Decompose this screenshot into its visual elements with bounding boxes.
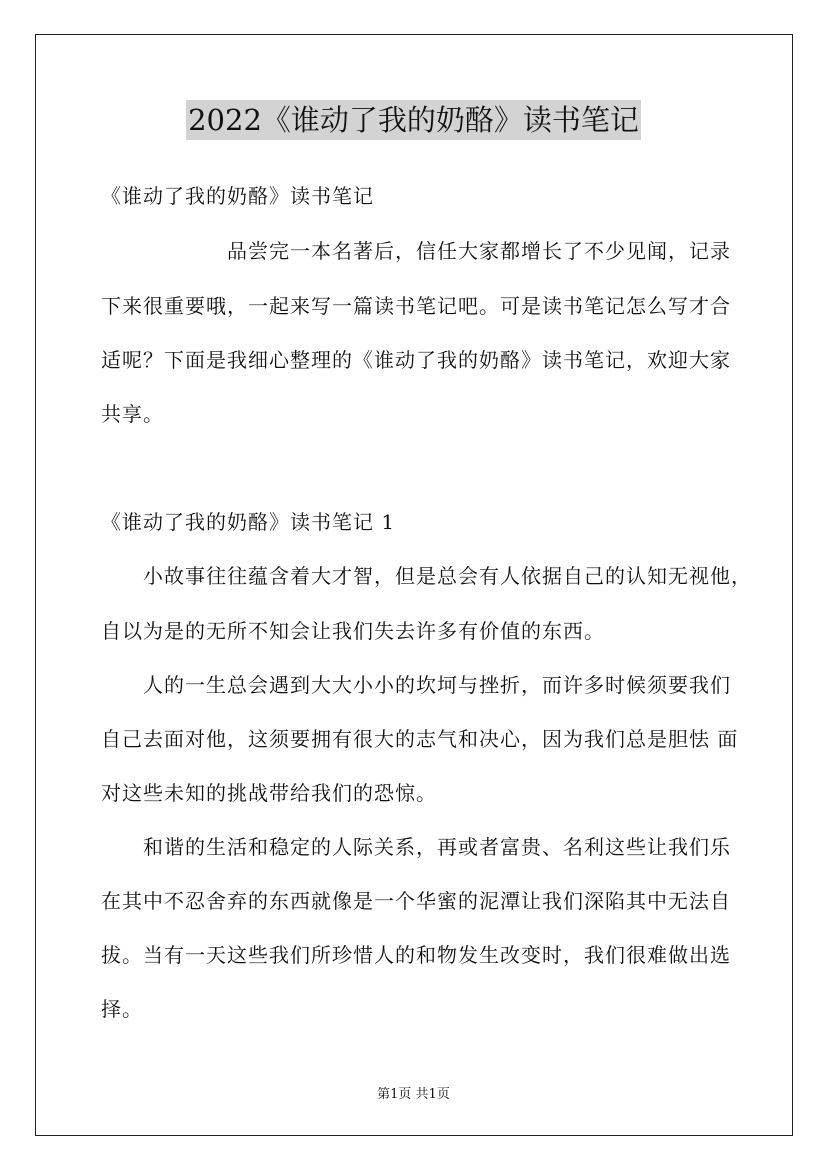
body-line-7: 在其中不忍舍弃的东西就像是一个华蜜的泥潭让我们深陷其中无法自 (101, 889, 731, 913)
intro-line-2: 下来很重要哦，一起来写一篇读书笔记吧。可是读书笔记怎么写才合 (101, 294, 731, 318)
body-line-6: 和谐的生活和稳定的人际关系，再或者富贵、名利这些让我们乐 (143, 835, 731, 859)
document-title: 2022《谁动了我的奶酪》读书笔记 (186, 100, 641, 140)
body-line-3: 人的一生总会遇到大大小小的坎坷与挫折，而许多时候须要我们 (143, 673, 731, 697)
section-heading: 《谁动了我的奶酪》读书笔记 1 (101, 510, 396, 534)
body-line-8: 拔。当有一天这些我们所珍惜人的和物发生改变时，我们很难做出选 (101, 943, 731, 967)
page-number-footer: 第1页 共1页 (377, 1087, 450, 1102)
document-title-container (0, 100, 827, 140)
body-line-2: 自以为是的无所不知会让我们失去许多有价值的东西。 (101, 619, 605, 643)
intro-line-1: 品尝完一本名著后，信任大家都增长了不少见闻，记录 (227, 239, 731, 263)
body-line-4: 自己去面对他，这须要拥有很大的志气和决心，因为我们总是胆怯 面 (101, 727, 739, 751)
document-subtitle: 《谁动了我的奶酪》读书笔记 (101, 184, 374, 208)
body-line-5: 对这些未知的挑战带给我们的恐惊。 (101, 781, 437, 805)
intro-line-3: 适呢？下面是我细心整理的《谁动了我的奶酪》读书笔记，欢迎大家 (101, 348, 731, 372)
body-line-9: 择。 (101, 997, 143, 1021)
body-line-1: 小故事往往蕴含着大才智，但是总会有人依据自己的认知无视他， (143, 564, 752, 588)
intro-line-4: 共享。 (101, 402, 164, 426)
